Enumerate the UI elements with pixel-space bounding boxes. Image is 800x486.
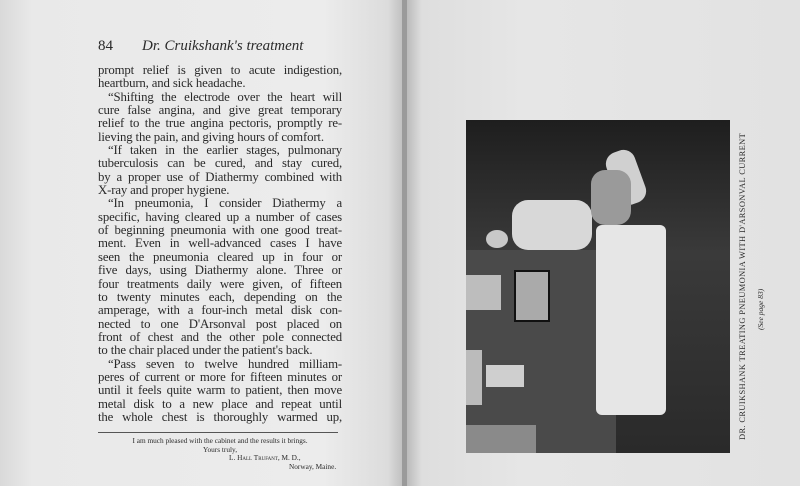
text-line: peres of current or more for fifteen minutes or (98, 369, 342, 384)
photo-caption: DR. CRUIKSHANK TREATING PNEUMONIA WITH D'ARSONVAL CURRENT (738, 132, 747, 440)
text-line: metal disk to a new place and repeat until (98, 396, 342, 411)
footnote-signature: L. Hall Trufant, M. D., (229, 453, 301, 463)
footnote-location: Norway, Maine. (289, 461, 337, 471)
text-line: lieving the pain, and giving hours of comfort. (98, 129, 324, 144)
photograph (466, 120, 730, 453)
text-line: by a proper use of Diathermy combined with (98, 169, 342, 184)
text-line: five days, using Diathermy alone. Three or (98, 263, 342, 278)
text-line: prompt relief is given to acute indigestion, (98, 63, 342, 77)
footnote-closing: Yours truly, (202, 444, 238, 454)
text-line: “Shifting the electrode over the heart will (108, 89, 342, 104)
body-text (98, 64, 342, 424)
text-line: “Pass seven to twelve hundred milliam- (108, 356, 342, 371)
text-line: of beginning pneumonia with one good treat- (98, 223, 342, 238)
running-head-title: Dr. Cruikshank's treatment (142, 38, 304, 54)
text-line: ment. Even in well-advanced cases I have (98, 236, 342, 251)
text-line: “If taken in the earlier stages, pulmonary (108, 143, 342, 158)
text-line: tuberculosis can be cured, and stay cured, (98, 156, 342, 171)
text-line: to the chair placed under the patient's back. (98, 343, 313, 358)
photo-caption-reference: (See page 83) (756, 288, 765, 330)
text-line: the whole chest is thoroughly warmed up, (98, 409, 342, 424)
text-line: to twenty minutes each, depending on the (98, 289, 342, 304)
text-line: amperage, with a four-inch metal disk con- (98, 303, 342, 318)
text-line: front of chest and the other pole connected (98, 329, 342, 344)
text-line: four treatments daily were given, of fifteen (98, 276, 342, 291)
page-number: 84 (98, 38, 113, 54)
text-line: nected to one D'Arsonval post placed on (98, 316, 342, 331)
text-line: heartburn, and sick headache. (98, 76, 246, 91)
footnote-text: I am much pleased with the cabinet and the results it brings. (132, 436, 308, 445)
text-line: cure false angina, and give great temporary (98, 103, 342, 118)
book-spine (402, 0, 407, 486)
footnote-rule (98, 432, 338, 433)
text-line: X-ray and proper hygiene. (98, 183, 230, 198)
running-header (98, 38, 348, 56)
text-line: until it feels quite warm to patient, then move (98, 383, 342, 398)
text-line: specific, having cleared up a number of cases (98, 209, 342, 224)
text-line: seen the pneumonia cleared up in four or (98, 249, 342, 264)
text-line: relief to the true angina pectoris, promptly re- (98, 116, 342, 131)
text-line: “In pneumonia, I consider Diathermy a (108, 196, 342, 211)
footnote (98, 437, 342, 471)
